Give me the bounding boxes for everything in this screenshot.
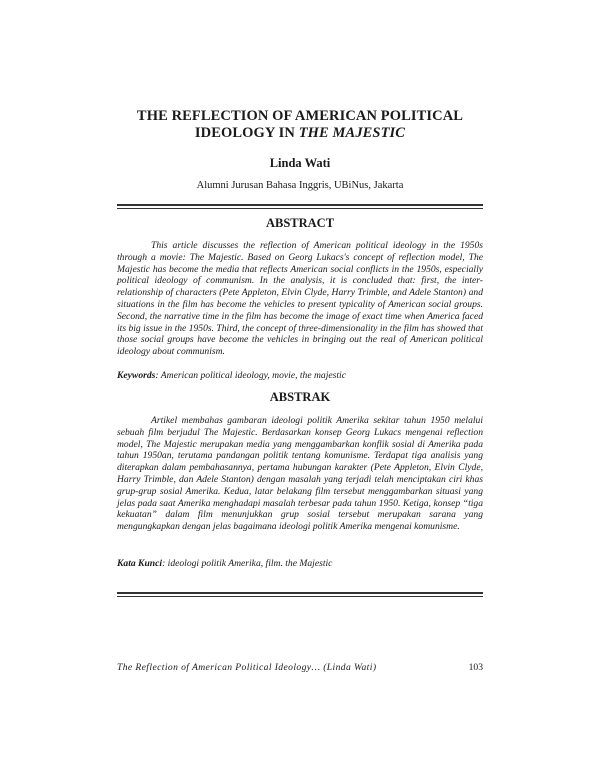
keywords-label: Keywords: [117, 370, 156, 381]
kata-kunci-label: Kata Kunci: [117, 558, 163, 569]
kata-kunci: [117, 558, 483, 569]
author-affiliation: Alumni Jurusan Bahasa Inggris, UBiNus, Jakarta: [196, 180, 404, 191]
paper-title: [0, 108, 600, 142]
bottom-rule-thin: [117, 596, 483, 597]
keywords: [117, 370, 483, 381]
abstrak-heading: ABSTRAK: [269, 390, 331, 404]
top-rule-thin: [117, 208, 483, 209]
kata-kunci-text: : ideologi politik Amerika, film. the Majestic: [162, 558, 333, 569]
abstrak-body: Artikel membahas gambaran ideologi politik Amerika sekitar tahun 1950 melalui sebuah film berjudul The Majestic. Berdasarkan konsep Georg Lukacs mengenai reflection model, The Majestic merupakan media yang menggambarkan konflik sosial di Amerika pada tahun 1950an, terutama pandangan politik tentang komunisme. Terdapat tiga analisis yang diterapkan dalam pembahasannya, pertama hubungan karakter (Pete Appleton, Elvin Clyde, Harry Trimble, dan Adele Stanton) dengan masalah yang terjadi telah menciptakan ciri khas grup-grup sosial Amerika. Kedua, latar belakang film tersebut menggambarkan situasi yang jelas pada saat Amerika menghadapi masalah terbesar pada tahun 1950. Ketiga, konsep “tiga kekuatan” dalam film menunjukkan grup sosial tersebut merupakan sarana yang mengungkapkan dengan jelas bagaimana ideologi politik Amerika mengenai komunisme.: [117, 415, 483, 533]
title-line-2: [0, 125, 600, 142]
page-number: 103: [468, 662, 483, 673]
author-name: Linda Wati: [269, 156, 331, 170]
top-rule-thick: [117, 204, 483, 206]
title-line-1: THE REFLECTION OF AMERICAN POLITICAL: [136, 108, 464, 124]
bottom-rule-thick: [117, 592, 483, 594]
abstract-heading: ABSTRACT: [265, 216, 335, 230]
abstract-body: This article discusses the reflection of American political ideology in the 1950s through a movie: The Majestic. Based on Georg Lukacs's concept of reflection model, The Majestic has become the media that reflects American social conflicts in the 1950s, especially political ideology of communism. In the analysis, it is concluded that: first, the inter-relationship of characters (Pete Appleton, Elvin Clyde, Harry Trimble, and Adele Stanton) and situations in the film has become the vehicles to present typicality of American social groups. Second, the narrative time in the film has become the image of exact time when America faced its big issue in the 1950s. Third, the concept of three-dimensionality in the film has showed that those social groups have become the vehicles in bringing out the real of American political ideology about communism.: [117, 240, 483, 358]
running-footer: The Reflection of American Political Ideology… (Linda Wati): [117, 662, 377, 673]
title-line-2-prefix: IDEOLOGY IN: [194, 125, 299, 141]
keywords-text: : American political ideology, movie, the majestic: [155, 370, 346, 381]
title-line-2-italic: THE MAJESTIC: [298, 125, 406, 141]
